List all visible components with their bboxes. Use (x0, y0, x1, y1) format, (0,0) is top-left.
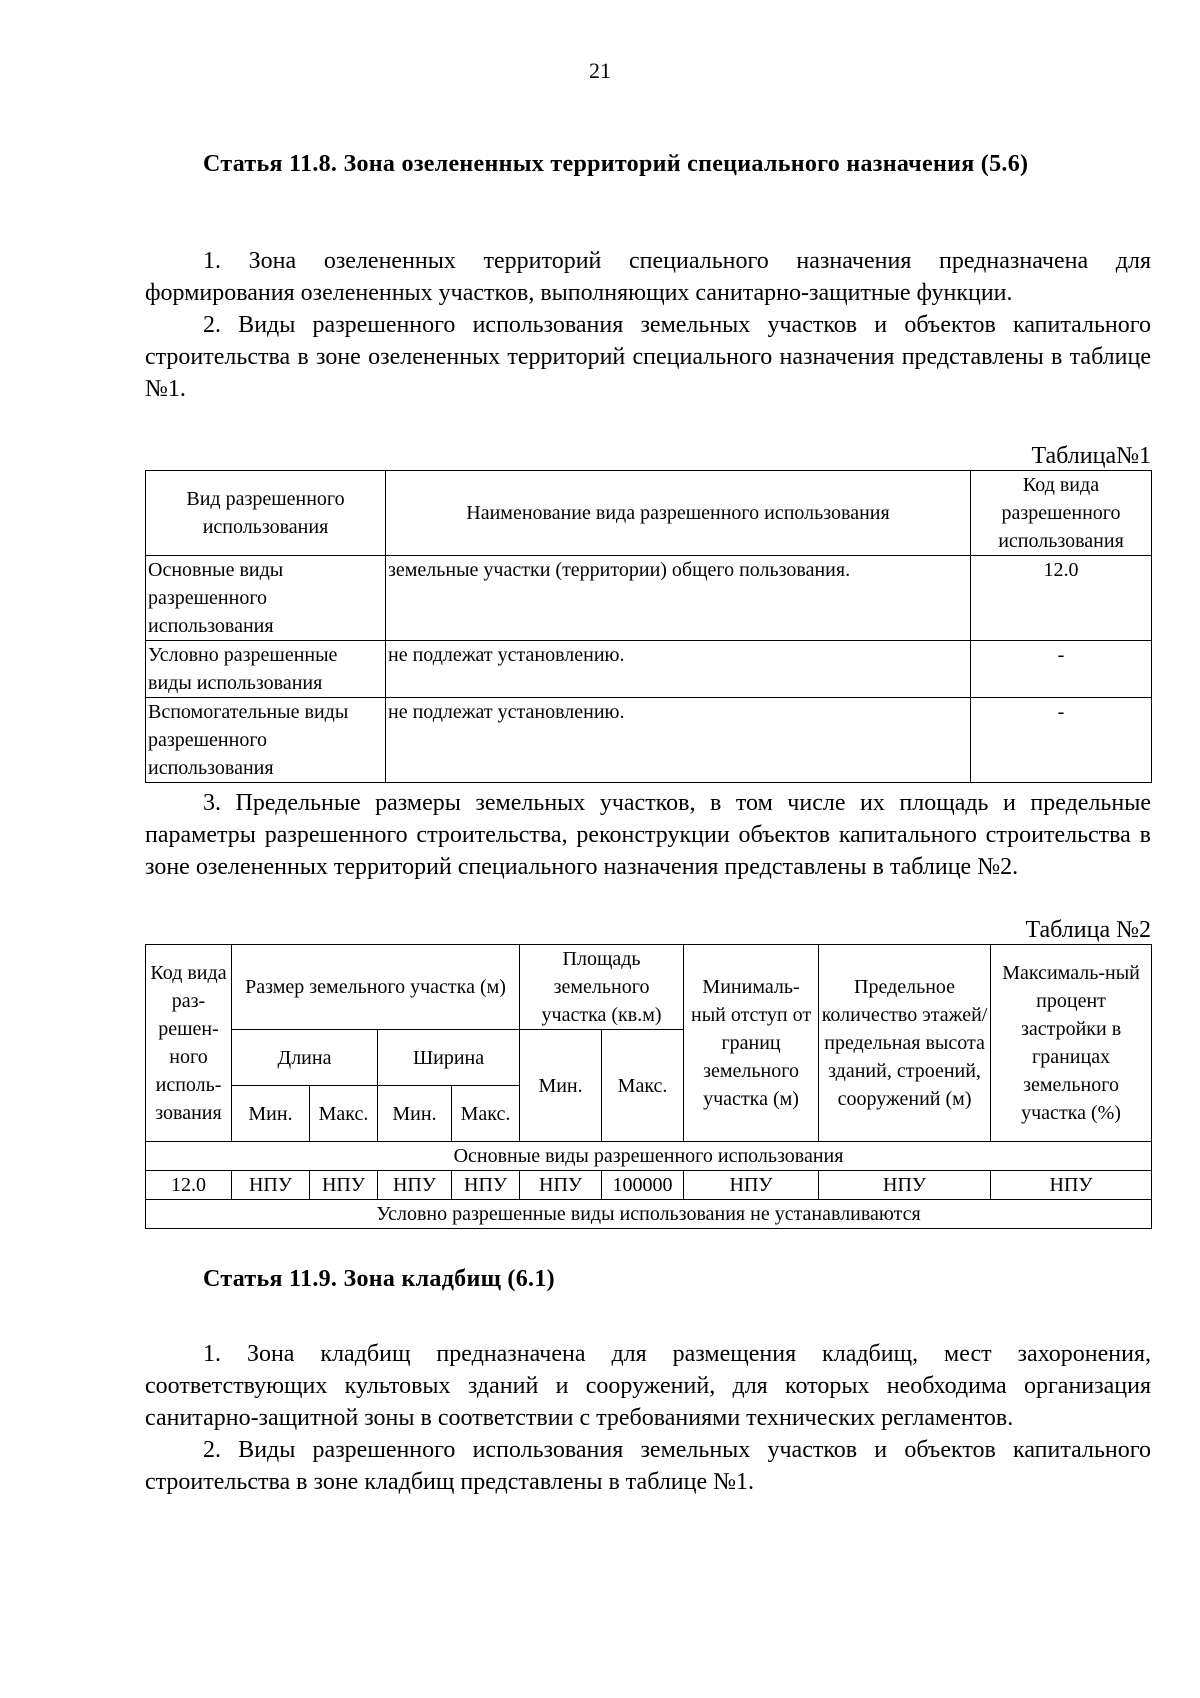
table-cell: - (971, 698, 1152, 783)
table-cell: НПУ (232, 1171, 310, 1200)
table-cell: НПУ (378, 1171, 452, 1200)
table-cell: земельные участки (территории) общего пользования. (386, 556, 971, 641)
table-cell: НПУ (684, 1171, 819, 1200)
paragraph: 1. Зона кладбищ предназначена для размещения кладбищ, мест захоронения, соответствующих культовых зданий и сооружений, для которых необходима организация санитарно-защитной зоны в соответствии с требованиями технических регламентов. (145, 1341, 1151, 1431)
table-cell: 100000 (602, 1171, 684, 1200)
table-header: Код вида раз-решен-ного исполь-зования (146, 945, 232, 1142)
article-11-8 (145, 148, 1151, 180)
table-header: Длина (232, 1030, 378, 1086)
table-caption: Таблица№1 (1031, 443, 1151, 469)
paragraph: 3. Предельные размеры земельных участков, в том числе их площадь и предельные параметры разрешенного строительства, реконструкции объектов капитального строительства в зоне озелененных территорий специального назначения представлены в таблице №2. (145, 790, 1151, 880)
table-cell: не подлежат установлению. (386, 698, 971, 783)
table-header: Минималь-ный отступ от границ земельного участка (м) (684, 945, 819, 1142)
table-header: Размер земельного участка (м) (232, 945, 520, 1030)
page-number: 21 (589, 58, 611, 83)
table-header: Мин. (378, 1086, 452, 1142)
table-header: Макс. (310, 1086, 378, 1142)
paragraph: 2. Виды разрешенного использования земельных участков и объектов капитального строительства в зоне кладбищ представлены в таблице №1. (145, 1437, 1151, 1495)
table-cell: 12.0 (146, 1171, 232, 1200)
table-header: Макс. (602, 1030, 684, 1142)
table-1-block (145, 442, 1151, 783)
table-1 (145, 470, 1152, 783)
table-header: Мин. (520, 1030, 602, 1142)
table-header: Вид разрешенного использования (146, 471, 386, 556)
paragraph: 1. Зона озелененных территорий специального назначения предназначена для формирования озелененных участков, выполняющих санитарно-защитные функции. (145, 248, 1151, 306)
table-cell: Вспомогательные виды разрешенного использования (146, 698, 386, 783)
table-cell: НПУ (310, 1171, 378, 1200)
article-heading: Статья 11.9. Зона кладбищ (6.1) (203, 1266, 555, 1292)
table-2 (145, 944, 1152, 1229)
article-11-9-body (145, 1338, 1151, 1498)
table-header: Мин. (232, 1086, 310, 1142)
table-row (146, 556, 1152, 641)
table-header: Максималь-ный процент застройки в границах земельного участка (%) (991, 945, 1152, 1142)
table-cell: Основные виды разрешенного использования (146, 556, 386, 641)
table-header: Предельное количество этажей/ предельная высота зданий, строений, сооружений (м) (819, 945, 991, 1142)
paragraph: 2. Виды разрешенного использования земельных участков и объектов капитального строительства в зоне озелененных территорий специального назначения представлены в таблице №1. (145, 312, 1151, 402)
table-cell: НПУ (452, 1171, 520, 1200)
table-cell: Условно разрешенные виды использования (146, 641, 386, 698)
table-caption: Таблица №2 (1025, 917, 1151, 943)
article-heading: Статья 11.8. Зона озелененных территорий специального назначения (5.6) (203, 151, 1029, 177)
table-header: Ширина (378, 1030, 520, 1086)
article-11-8-para3 (145, 787, 1151, 883)
table-section-row: Условно разрешенные виды использования не устанавливаются (146, 1200, 1152, 1229)
article-11-8-body (145, 245, 1151, 405)
table-cell: - (971, 641, 1152, 698)
table-section-row: Основные виды разрешенного использования (146, 1142, 1152, 1171)
article-11-9 (145, 1263, 1151, 1295)
table-header: Код вида разрешенного использования (971, 471, 1152, 556)
table-2-block (145, 916, 1151, 1229)
table-header: Макс. (452, 1086, 520, 1142)
table-row (146, 641, 1152, 698)
table-header: Наименование вида разрешенного использования (386, 471, 971, 556)
table-row (146, 698, 1152, 783)
table-row (146, 1171, 1152, 1200)
table-cell: НПУ (991, 1171, 1152, 1200)
table-header: Площадь земельного участка (кв.м) (520, 945, 684, 1030)
table-cell: НПУ (819, 1171, 991, 1200)
table-cell: НПУ (520, 1171, 602, 1200)
table-cell: не подлежат установлению. (386, 641, 971, 698)
table-cell: 12.0 (971, 556, 1152, 641)
